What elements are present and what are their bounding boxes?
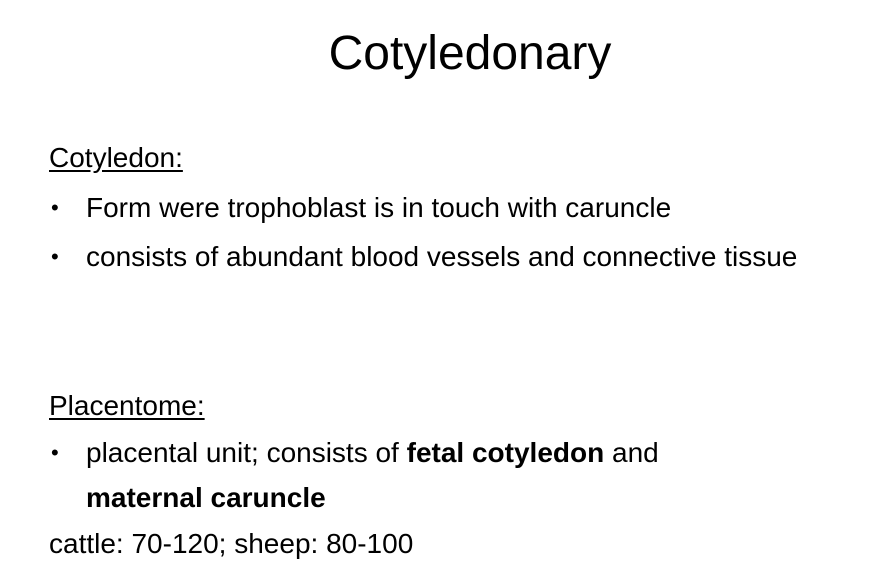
bold-term-maternal-caruncle: maternal caruncle bbox=[86, 482, 326, 513]
bullet-icon: • bbox=[51, 440, 59, 465]
cotyledon-heading: Cotyledon: bbox=[49, 142, 183, 173]
cotyledon-bullet-1 bbox=[49, 183, 849, 232]
bullet-icon: • bbox=[51, 244, 59, 269]
bullet-text: consists of abundant blood vessels and connective tissue bbox=[86, 241, 798, 272]
slide-title: Cotyledonary bbox=[328, 27, 612, 80]
placentome-bullet bbox=[49, 430, 849, 520]
bullet-text bbox=[86, 430, 849, 520]
bold-term-fetal-cotyledon: fetal cotyledon bbox=[406, 437, 605, 468]
bullet-text-part: placental unit; consists of bbox=[86, 437, 407, 468]
counts-line: cattle: 70-120; sheep: 80-100 bbox=[49, 528, 414, 559]
bullet-text: Form were trophoblast is in touch with caruncle bbox=[86, 192, 672, 223]
bullet-text-part: and bbox=[604, 437, 659, 468]
bullet-icon: • bbox=[51, 195, 59, 220]
placentome-heading: Placentome: bbox=[49, 390, 205, 421]
cotyledon-bullet-2 bbox=[49, 232, 849, 281]
